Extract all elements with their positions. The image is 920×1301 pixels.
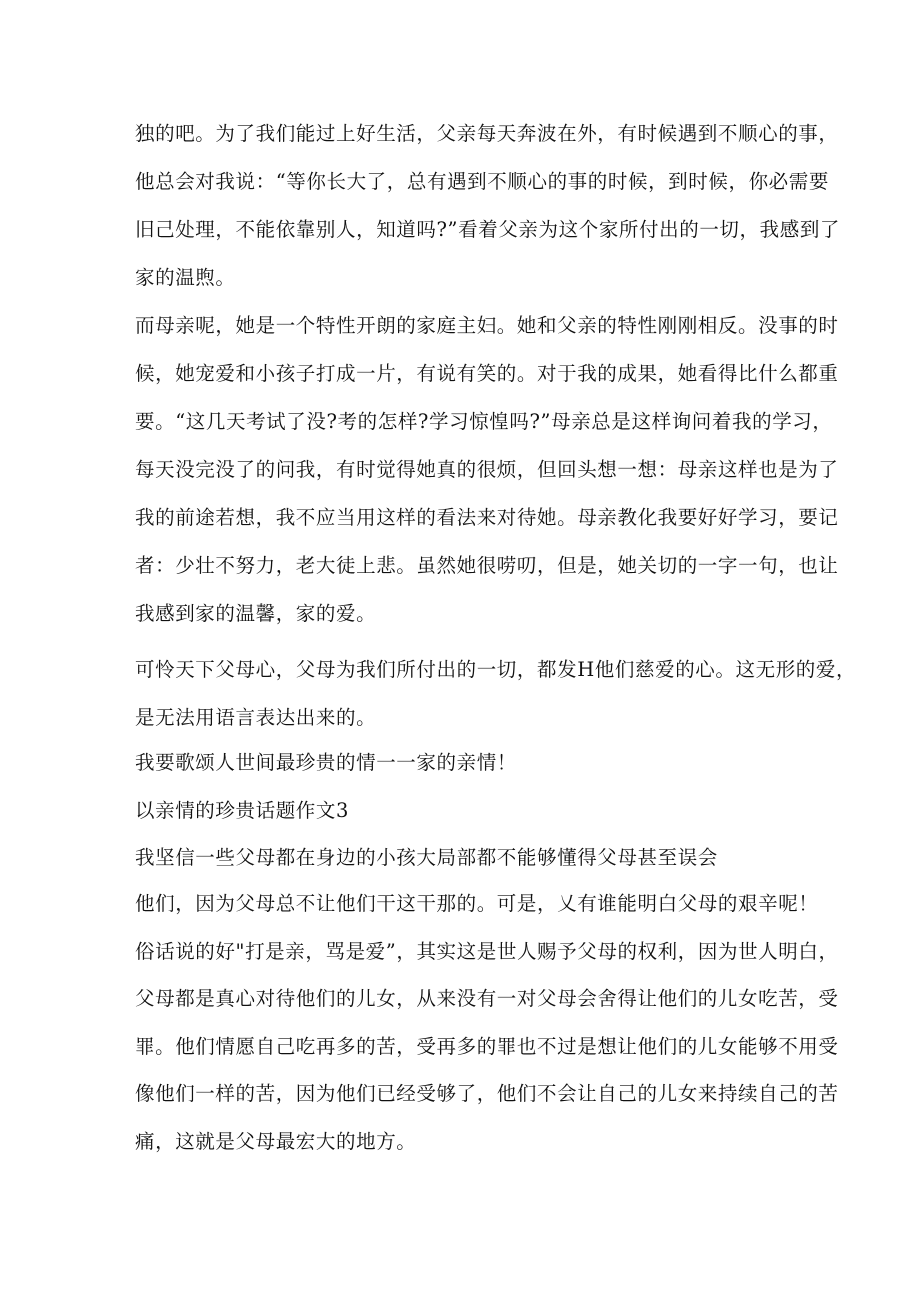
text-line: 俗话说的好"打是亲，骂是爱”，其实这是世人赐予父母的权利，因为世人明白， [135,940,839,963]
text-line: 者：少壮不努力，老大徒上悲。虽然她很唠叨，但是，她关切的一字一句，也让 [135,554,839,577]
text-line: 每天没完没了的问我，有时觉得她真的很烦，但回头想一想：母亲这样也是为了 [135,458,839,481]
text-line: 是无法用语言表达出来的。 [135,706,377,729]
text-line: 父母都是真心对待他们的儿女，从来没有一对父母会舍得让他们的儿女吃苦，受 [135,987,839,1010]
section-heading: 以亲情的珍贵话题作文3 [135,799,350,822]
text-line: 他们，因为父母总不让他们干这干那的。可是，乂有谁能明白父母的艰辛呢！ [135,892,819,915]
text-line: 我的前途若想，我不应当用这样的看法来对待她。母亲教化我要好好学习，要记 [135,506,839,529]
text-line: 我坚信一些父母都在身边的小孩大局部都不能够懂得父母甚至误会 [135,846,718,869]
text-line: 我感到家的温馨，家的爱。 [135,602,377,625]
text-line: 可怜天下父母心，父母为我们所付出的一切，都发H他们慈爱的心。这无形的爱， [135,658,857,681]
text-line: 而母亲呢，她是一个特性开朗的家庭主妇。她和父亲的特性刚刚相反。没事的时 [135,314,839,337]
text-line: 我要歌颂人世间最珍贵的情一一家的亲情！ [135,751,517,774]
text-line: 旧己处理，不能依靠别人，知道吗?”看着父亲为这个家所付出的一切，我感到了 [135,218,841,241]
text-line: 他总会对我说：“等你长大了，总有遇到不顺心的事的时候，到时候，你必需要 [135,170,829,193]
text-line: 痛，这就是父母最宏大的地方。 [135,1130,417,1153]
text-line: 要。“这几天考试了没?考的怎样?学习惊惶吗?”母亲总是这样询问着我的学习， [135,410,833,433]
text-line: 像他们一样的苦，因为他们已经受够了，他们不会让自己的儿女来持续自己的苦 [135,1082,839,1105]
text-line: 独的吧。为了我们能过上好生活，父亲每天奔波在外，有时候遇到不顺心的事， [135,122,839,145]
text-line: 候，她宠爱和小孩子打成一片，有说有笑的。对于我的成果，她看得比什么都重 [135,362,839,385]
text-line: 家的温煦。 [135,266,236,289]
text-line: 罪。他们情愿自己吃再多的苦，受再多的罪也不过是想让他们的儿女能够不用受 [135,1035,839,1058]
